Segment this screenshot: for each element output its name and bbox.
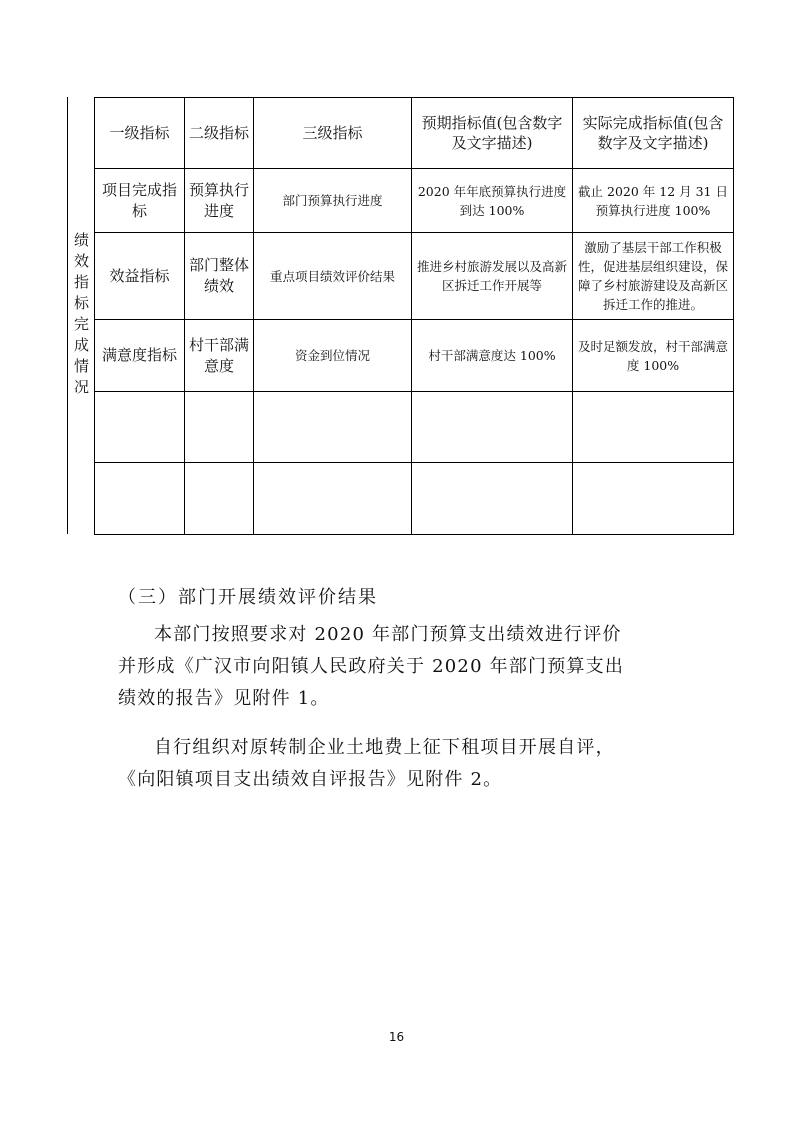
empty-cell	[573, 392, 734, 463]
header-level3: 三级指标	[254, 98, 412, 169]
empty-cell	[185, 392, 254, 463]
side-label-char: 成	[73, 336, 89, 354]
cell-level3: 资金到位情况	[254, 320, 412, 392]
page-number: 16	[388, 1030, 405, 1044]
side-label-char: 绩	[73, 231, 89, 249]
cell-level2: 村干部满意度	[185, 320, 254, 392]
paragraph-evaluation-result	[118, 619, 678, 715]
performance-table	[67, 97, 733, 534]
cell-level2: 预算执行进度	[185, 169, 254, 233]
table-row	[95, 320, 734, 392]
side-label-char: 标	[73, 294, 89, 312]
cell-actual: 激励了基层干部工作积极性，促进基层组织建设，保障了乡村旅游建设及高新区拆迁工作的推进。	[573, 233, 734, 320]
cell-expected: 村干部满意度达 100%	[412, 320, 573, 392]
cell-level1: 效益指标	[95, 233, 185, 320]
header-level2: 二级指标	[185, 98, 254, 169]
empty-cell	[95, 463, 185, 535]
table-row-empty	[95, 463, 734, 535]
paragraph-self-evaluation	[118, 732, 678, 796]
paragraph-line: 本部门按照要求对 2020 年部门预算支出绩效进行评价	[154, 624, 622, 645]
empty-cell	[254, 392, 412, 463]
cell-expected: 推进乡村旅游发展以及高新区拆迁工作开展等	[412, 233, 573, 320]
empty-cell	[185, 463, 254, 535]
paragraph-line: 并形成《广汉市向阳镇人民政府关于 2020 年部门预算支出	[118, 656, 625, 677]
side-label-char: 效	[73, 252, 89, 270]
cell-actual: 及时足额发放，村干部满意度 100%	[573, 320, 734, 392]
header-actual: 实际完成指标值(包含数字及文字描述)	[573, 98, 734, 169]
empty-cell	[254, 463, 412, 535]
side-label-char: 完	[73, 315, 89, 333]
cell-level3: 部门预算执行进度	[254, 169, 412, 233]
empty-cell	[412, 463, 573, 535]
side-label-char: 况	[73, 378, 89, 396]
cell-level3: 重点项目绩效评价结果	[254, 233, 412, 320]
cell-level1: 项目完成指标	[95, 169, 185, 233]
table-row	[95, 233, 734, 320]
paragraph-line: 《向阳镇项目支出绩效自评报告》见附件 2。	[118, 769, 503, 790]
section-heading: （三）部门开展绩效评价结果	[118, 587, 378, 608]
table-header-row	[95, 98, 734, 169]
header-expected: 预期指标值(包含数字及文字描述)	[412, 98, 573, 169]
indicator-grid	[94, 97, 734, 535]
side-label-performance-completion	[67, 97, 95, 534]
side-label-char: 指	[73, 273, 89, 291]
cell-level2: 部门整体绩效	[185, 233, 254, 320]
cell-level1: 满意度指标	[95, 320, 185, 392]
table-row-empty	[95, 392, 734, 463]
header-level1: 一级指标	[95, 98, 185, 169]
empty-cell	[95, 392, 185, 463]
empty-cell	[573, 463, 734, 535]
cell-actual: 截止 2020 年 12 月 31 日预算执行进度 100%	[573, 169, 734, 233]
empty-cell	[412, 392, 573, 463]
cell-expected: 2020 年年底预算执行进度到达 100%	[412, 169, 573, 233]
paragraph-line: 自行组织对原转制企业土地费上征下租项目开展自评，	[154, 737, 615, 758]
table-row	[95, 169, 734, 233]
side-label-char: 情	[73, 357, 89, 375]
paragraph-line: 绩效的报告》见附件 1。	[118, 688, 330, 709]
